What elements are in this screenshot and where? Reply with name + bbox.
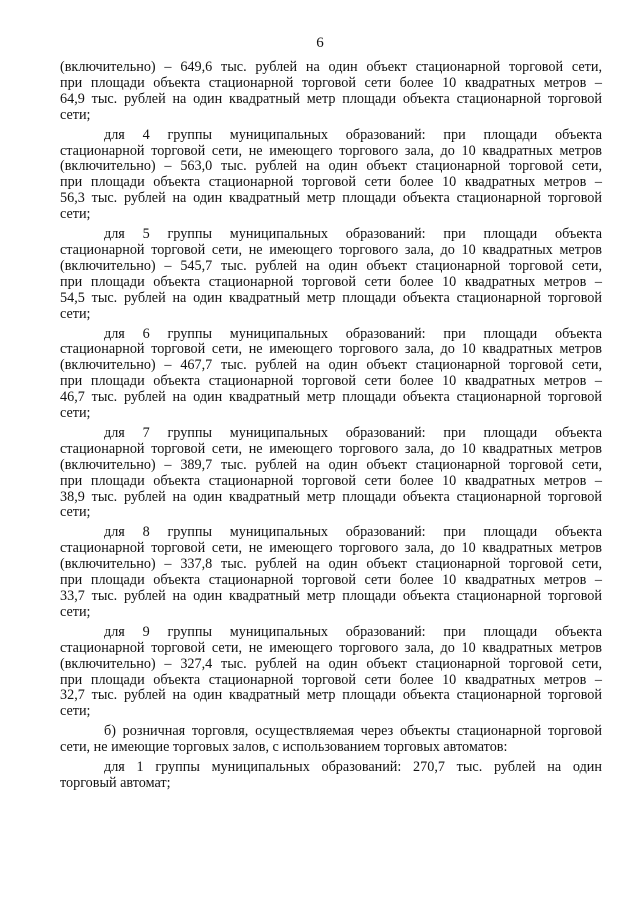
paragraph (60, 426, 602, 521)
text-line: при площади объекта стационарной торговой сети более 10 квадратных метров – (60, 572, 602, 589)
text-line: (включительно) – 389,7 тыс. рублей на один объект стационарной торговой сети, (60, 456, 602, 473)
text-line: (включительно) – 563,0 тыс. рублей на один объект стационарной торговой сети, (60, 158, 602, 175)
paragraph (60, 227, 602, 322)
text-line: 33,7 тыс. рублей на один квадратный метр площади объекта стационарной торговой (60, 588, 602, 604)
document-body (60, 60, 602, 796)
text-line: (включительно) – 545,7 тыс. рублей на один объект стационарной торговой сети, (60, 257, 602, 274)
text-line: сети; (60, 206, 91, 223)
text-line: для 8 группы муниципальных образований: при площади объекта (104, 524, 602, 541)
paragraph (60, 525, 602, 620)
text-line: при площади объекта стационарной торговой сети более 10 квадратных метров – (60, 671, 602, 688)
text-line: (включительно) – 649,6 тыс. рублей на один объект стационарной торговой сети, (60, 59, 602, 75)
text-line: сети; (60, 106, 91, 123)
text-line: при площади объекта стационарной торговой сети более 10 квадратных метров – (60, 273, 602, 290)
text-line: при площади объекта стационарной торговой сети более 10 квадратных метров – (60, 472, 602, 489)
text-line: 64,9 тыс. рублей на один квадратный метр площади объекта стационарной торговой (60, 90, 602, 107)
paragraph (60, 60, 602, 124)
paragraph (60, 625, 602, 720)
text-line: для 4 группы муниципальных образований: при площади объекта (104, 126, 602, 143)
text-line: для 5 группы муниципальных образований: при площади объекта (104, 226, 602, 243)
text-line: для 7 группы муниципальных образований: при площади объекта (104, 424, 602, 441)
text-line: стационарной торговой сети, не имеющего торгового зала, до 10 квадратных метров (60, 142, 602, 159)
text-line: торговый автомат; (60, 774, 171, 791)
text-line: при площади объекта стационарной торговой сети более 10 квадратных метров – (60, 74, 602, 91)
page-number: 6 (316, 35, 324, 51)
text-line: сети; (60, 405, 91, 422)
text-line: стационарной торговой сети, не имеющего торгового зала, до 10 квадратных метров (60, 341, 602, 358)
text-line: для 1 группы муниципальных образований: 270,7 тыс. рублей на один (104, 759, 602, 776)
text-line: 46,7 тыс. рублей на один квадратный метр площади объекта стационарной торговой (60, 389, 602, 406)
text-line: (включительно) – 467,7 тыс. рублей на один объект стационарной торговой сети, (60, 357, 602, 374)
text-line: сети; (60, 504, 91, 521)
text-line: сети, не имеющие торговых залов, с использованием торговых автоматов: (60, 739, 508, 756)
text-line: для 9 группы муниципальных образований: при площади объекта (104, 623, 602, 640)
paragraph (60, 128, 602, 223)
text-line: сети; (60, 305, 91, 322)
text-line: стационарной торговой сети, не имеющего торгового зала, до 10 квадратных метров (60, 440, 602, 457)
text-line: 54,5 тыс. рублей на один квадратный метр площади объекта стационарной торговой (60, 289, 602, 306)
text-line: 38,9 тыс. рублей на один квадратный метр площади объекта стационарной торговой (60, 488, 602, 505)
paragraph (60, 760, 602, 792)
paragraph (60, 327, 602, 422)
text-line: сети; (60, 703, 91, 720)
text-line: стационарной торговой сети, не имеющего торгового зала, до 10 квадратных метров (60, 540, 602, 557)
text-line: б) розничная торговля, осуществляемая через объекты стационарной торговой (104, 723, 602, 740)
text-line: при площади объекта стационарной торговой сети более 10 квадратных метров – (60, 174, 602, 191)
text-line: 56,3 тыс. рублей на один квадратный метр площади объекта стационарной торговой (60, 190, 602, 207)
text-line: при площади объекта стационарной торговой сети более 10 квадратных метров – (60, 373, 602, 390)
text-line: стационарной торговой сети, не имеющего торгового зала, до 10 квадратных метров (60, 639, 602, 656)
text-line: для 6 группы муниципальных образований: при площади объекта (104, 325, 602, 342)
text-line: (включительно) – 337,8 тыс. рублей на один объект стационарной торговой сети, (60, 556, 602, 573)
text-line: стационарной торговой сети, не имеющего торгового зала, до 10 квадратных метров (60, 241, 602, 258)
text-line: сети; (60, 603, 91, 620)
paragraph (60, 724, 602, 756)
text-line: 32,7 тыс. рублей на один квадратный метр площади объекта стационарной торговой (60, 687, 602, 704)
text-line: (включительно) – 327,4 тыс. рублей на один объект стационарной торговой сети, (60, 655, 602, 672)
